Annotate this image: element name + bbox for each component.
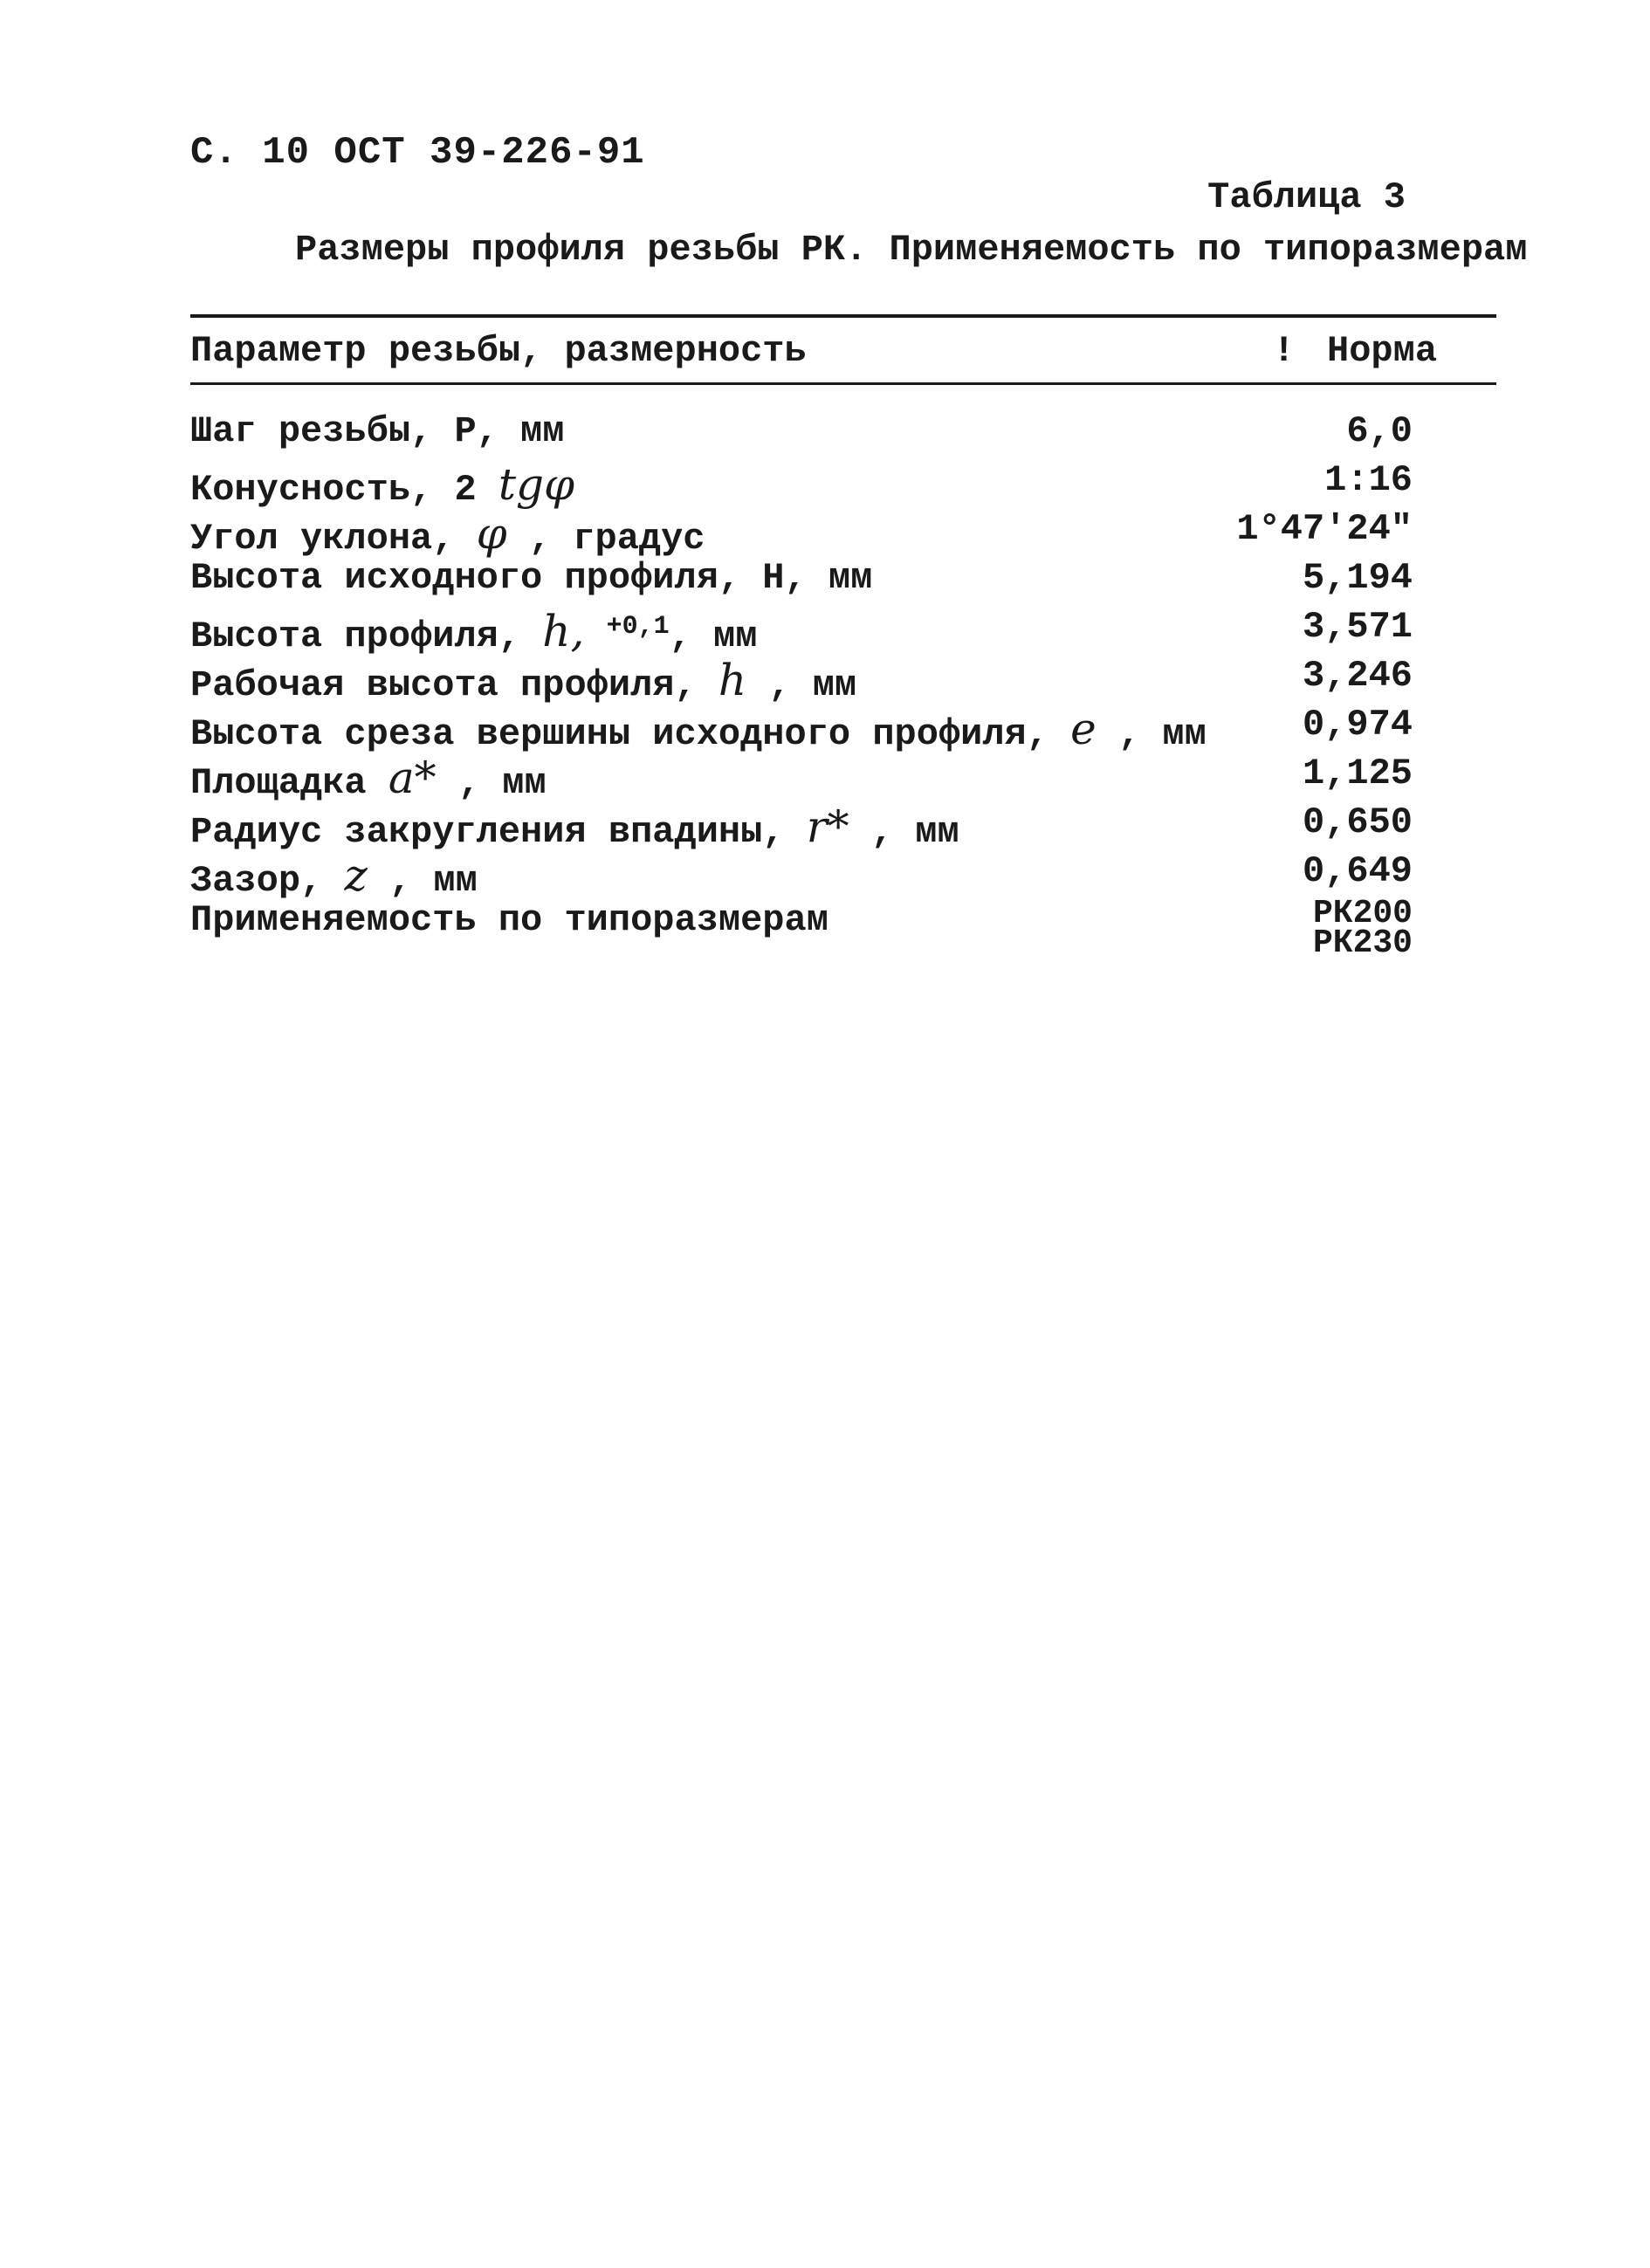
clearance-symbol: z <box>344 850 368 901</box>
table-top-rule <box>190 314 1496 318</box>
table-row <box>190 895 1496 978</box>
taper-symbol: tgφ <box>498 459 574 510</box>
row-value: 0,974 <box>1302 704 1413 746</box>
table-row <box>190 459 1496 511</box>
row-parameter: Рабочая высота профиля, h , мм <box>190 655 857 706</box>
size-value-1: РК200 <box>1312 895 1413 932</box>
row-value: 1,125 <box>1302 753 1413 794</box>
row-parameter: Высота исходного профиля, Н, мм <box>190 557 873 599</box>
table-body <box>190 410 1496 978</box>
tolerance-superscript: +0,1 <box>606 612 670 642</box>
table-row <box>190 655 1496 704</box>
row-parameter: Радиус закругления впадины, r* , мм <box>190 801 959 853</box>
radius-symbol: r* <box>806 801 849 852</box>
size-value-2: РК230 <box>1312 924 1413 962</box>
row-parameter: Шаг резьбы, Р, мм <box>190 410 565 452</box>
column-separator: ! <box>1273 330 1296 372</box>
row-value: 1:16 <box>1324 459 1413 501</box>
row-value: 3,571 <box>1302 606 1413 648</box>
table-row <box>190 557 1496 606</box>
table-row <box>190 704 1496 753</box>
table-label: Таблица 3 <box>1207 176 1406 218</box>
row-parameter: Высота среза вершины исходного профиля, e , мм <box>190 704 1207 755</box>
row-value: 0,650 <box>1302 801 1413 843</box>
row-parameter: Угол уклона, φ , градус <box>190 508 705 560</box>
row-parameter: Площадка a* , мм <box>190 753 547 804</box>
row-value: 0,649 <box>1302 850 1413 892</box>
table-row <box>190 410 1496 459</box>
table-row <box>190 606 1496 655</box>
table-row <box>190 801 1496 853</box>
row-value: 5,194 <box>1302 557 1413 599</box>
working-height-symbol: h <box>718 655 747 705</box>
row-parameter: Конусность, 2 tgφ <box>190 459 574 511</box>
table-row <box>190 850 1496 902</box>
row-parameter: Высота профиля, h, $^{+0,1}$, мм <box>190 606 758 657</box>
truncation-symbol: e <box>1070 704 1097 754</box>
document-reference: С. 10 ОСТ 39-226-91 <box>190 131 645 175</box>
flat-symbol: a* <box>388 753 437 803</box>
table-row <box>190 508 1496 560</box>
table-header-rule <box>190 382 1496 385</box>
row-value <box>1312 895 1413 962</box>
table-row <box>190 753 1496 804</box>
row-parameter: Зазор, z , мм <box>190 850 478 902</box>
row-value: 1°47'24" <box>1236 508 1413 550</box>
column-header-parameter: Параметр резьбы, размерность <box>190 330 807 372</box>
row-value: 3,246 <box>1302 655 1413 697</box>
table-title: Размеры профиля резьбы РК. Применяемость по типоразмерам <box>295 229 1528 271</box>
row-parameter: Применяемость по типоразмерам <box>190 899 828 941</box>
column-header-norm: Норма <box>1327 330 1438 372</box>
angle-symbol: φ <box>476 508 507 559</box>
row-value: 6,0 <box>1346 410 1413 452</box>
height-symbol: h, <box>542 606 585 656</box>
